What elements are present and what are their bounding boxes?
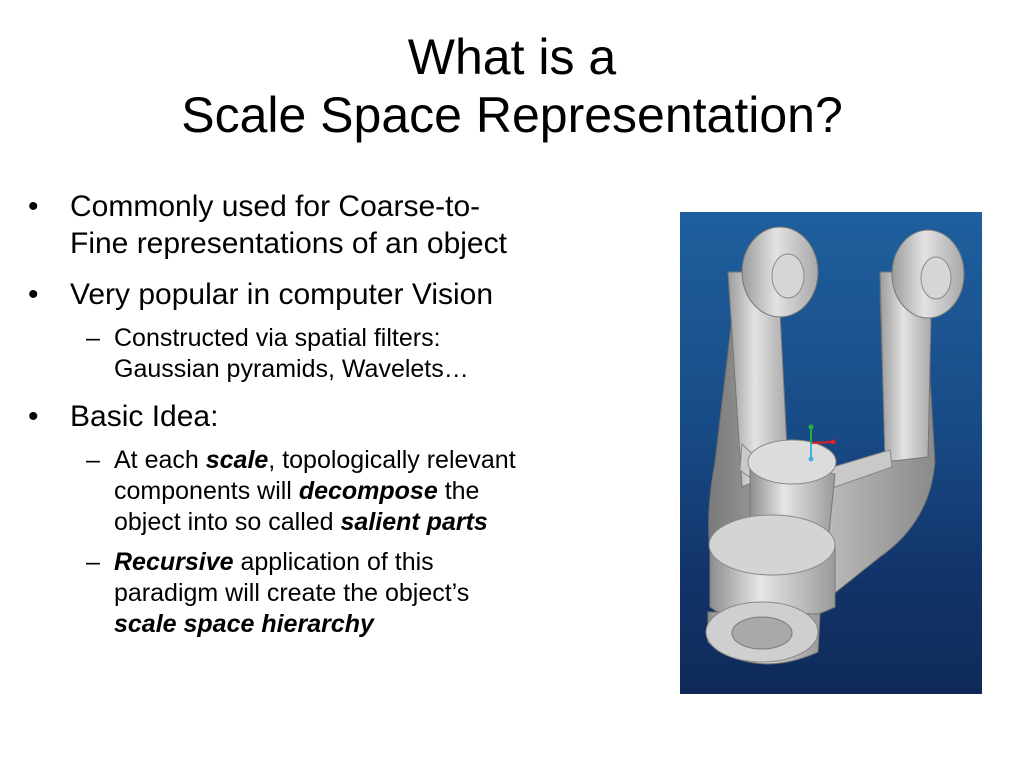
collar-bore: [732, 617, 792, 649]
subbullet-text-line: [114, 445, 673, 476]
title-line-1: What is a: [407, 29, 617, 85]
bullet-marker: •: [28, 190, 39, 223]
text-run: components will: [114, 477, 299, 505]
emphasis-recursive: Recursive: [114, 548, 234, 576]
axis-z-tip: [809, 457, 814, 462]
bullet-text-line: Basic Idea:: [70, 400, 219, 433]
bullet-marker: •: [28, 400, 39, 433]
bullet-text-line: Fine representations of an object: [70, 227, 507, 260]
slide-body: [28, 188, 673, 653]
axis-x: [811, 442, 832, 443]
clevis-fork-drawing: [680, 212, 982, 694]
bullet-computer-vision: [28, 276, 673, 313]
axis-y-tip: [809, 425, 814, 430]
subbullet-marker: –: [86, 446, 100, 474]
subbullet-text-line: Gaussian pyramids, Wavelets…: [114, 355, 469, 383]
right-eye-hole: [921, 257, 951, 299]
text-run: object into so called: [114, 508, 341, 536]
subbullet-recursive: [28, 547, 673, 640]
hub-top: [748, 440, 836, 484]
subbullet-text-line: Constructed via spatial filters:: [114, 324, 441, 352]
subbullet-text-line: paradigm will create the object’s: [114, 579, 470, 607]
title-line-2: Scale Space Representation?: [181, 87, 843, 143]
slide-title: [0, 28, 1024, 144]
text-run: the: [437, 477, 480, 505]
axis-x-tip: [831, 440, 836, 445]
text-run: application of this: [233, 548, 434, 576]
subbullet-decompose: [28, 445, 673, 538]
emphasis-scale-space-hierarchy: scale space hierarchy: [114, 610, 374, 638]
flange-top: [709, 515, 835, 575]
subbullet-text-line: [114, 547, 673, 578]
bullet-text-line: Very popular in computer Vision: [70, 278, 494, 311]
bullet-coarse-to-fine: [28, 188, 673, 262]
left-eye-hole: [772, 254, 804, 298]
subbullet-marker: –: [86, 324, 100, 352]
subbullet-spatial-filters: [28, 323, 673, 385]
emphasis-decompose: decompose: [298, 477, 438, 505]
mechanical-part-render: [680, 212, 982, 694]
bullet-text-line: Commonly used for Coarse-to-: [70, 190, 481, 223]
text-run: At each: [114, 446, 206, 474]
bullet-marker: •: [28, 278, 39, 311]
subbullet-text-line: [114, 476, 673, 507]
emphasis-salient-parts: salient parts: [340, 508, 488, 536]
bullet-basic-idea: [28, 398, 673, 435]
subbullet-marker: –: [86, 548, 100, 576]
subbullet-text-line: [114, 507, 673, 538]
emphasis-scale: scale: [205, 446, 269, 474]
text-run: , topologically relevant: [268, 446, 516, 474]
